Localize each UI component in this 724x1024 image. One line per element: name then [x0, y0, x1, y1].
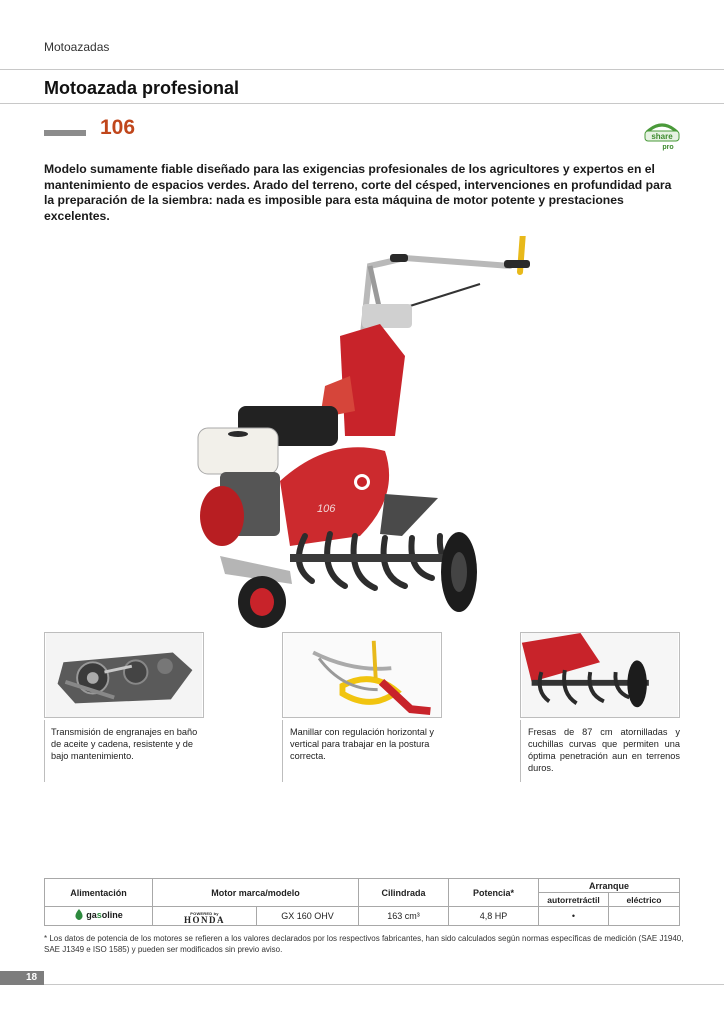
header-autorretractil: autorretráctil [539, 893, 609, 907]
page-title: Motoazada profesional [44, 78, 240, 98]
honda-logo [184, 912, 225, 925]
header-cilindrada: Cilindrada [359, 879, 449, 907]
feature-caption-tines: Fresas de 87 cm atornilladas y cuchillas curvas que permiten una óptima penetración aun en terrenos duros. [528, 727, 680, 773]
specs-table [44, 878, 680, 926]
tiller-product-image [180, 236, 560, 636]
page-number: 18 [26, 972, 38, 983]
header-potencia: Potencia* [449, 879, 539, 907]
cell-potencia: 4,8 HP [449, 907, 539, 926]
footnote: * Los datos de potencia de los motores se refieren a los valores declarados por los respectivos fabricantes, han sido calculados según normas específicas de medición (SAE J1940, SAE J1349 e ISO 1585) y pueden ser modificados sin previo aviso. [44, 934, 684, 954]
intro-paragraph: Modelo sumamente fiable diseñado para las exigencias profesionales de los agricultores y expertos en el mantenimiento de espacios verdes. Arado del terreno, corte del césped, intervenciones en profundidad para la preparación de la siembra: nada es imposible para esta máquina de motor potente y prestaciones excelentes. [44, 162, 672, 223]
feature-image-transmission [44, 632, 204, 718]
header-motor: Motor marca/modelo [153, 879, 359, 907]
footer-divider [44, 984, 724, 985]
feature-image-tines [520, 632, 680, 718]
badge-text-pro: pro [662, 144, 674, 151]
machine-model-label: 106 [317, 503, 336, 515]
cell-fuel [45, 907, 153, 926]
model-marker-bar [44, 130, 86, 136]
feature-caption-handlebar: Manillar con regulación horizontal y vertical para trabajar en la postura correcta. [290, 727, 435, 761]
title-divider [0, 103, 724, 104]
fuel-prefix: ga [86, 910, 97, 920]
section-label: Motoazadas [44, 40, 110, 54]
cell-cilindrada: 163 cm³ [359, 907, 449, 926]
fuel-suffix: oline [101, 910, 123, 920]
brand-name: HONDA [184, 915, 225, 925]
cell-engine-model: GX 160 OHV [257, 907, 359, 926]
badge-text-share: share [651, 132, 673, 141]
fuel-highlight: s [96, 910, 102, 920]
header-divider [0, 69, 724, 70]
page-number-tab [0, 971, 44, 985]
header-electrico: eléctrico [609, 893, 680, 907]
header-arranque: Arranque [539, 879, 680, 893]
table-row [45, 907, 680, 926]
header-alimentacion: Alimentación [45, 879, 153, 907]
share-pro-badge-icon [643, 118, 681, 152]
feature-caption-transmission: Transmisión de engranajes en baño de aceite y cadena, resistente y de bajo mantenimiento. [51, 727, 198, 761]
fuel-drop-icon [74, 909, 84, 921]
feature-image-handlebar [282, 632, 442, 718]
cell-brand [153, 907, 257, 926]
cell-autorretractil: • [539, 907, 609, 926]
cell-electrico [609, 907, 680, 926]
model-number: 106 [100, 116, 136, 139]
gasoline-logo [74, 909, 123, 921]
brand-tag: POWERED by [190, 911, 219, 916]
